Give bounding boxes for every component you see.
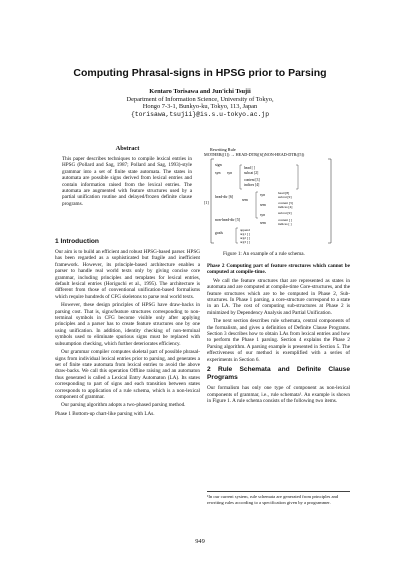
svg-text:content [ ]: content [ ] <box>278 218 292 222</box>
svg-text:subcat [9]: subcat [9] <box>278 211 292 215</box>
intro-column <box>55 238 200 419</box>
svg-text:subcat [2]: subcat [2] <box>244 171 259 175</box>
svg-text:head [8]: head [8] <box>278 191 290 195</box>
author-names: Kentaro Torisawa and Jun'ichi Tsujii <box>149 88 251 95</box>
rule-title: Rewriting Rule <box>210 147 236 152</box>
author-address: Hongo 7-3-1, Bunkyo-ku, Tokyo, 113, Japan <box>142 103 258 111</box>
svg-text:head-dtr [6]: head-dtr [6] <box>215 195 234 199</box>
svg-text:arg3 [ ]: arg3 [ ] <box>240 240 250 244</box>
svg-text:non-head-dtr [5]: non-head-dtr [5] <box>215 218 240 222</box>
figure-1-caption: Figure 1: An example of a rule schema. <box>223 251 305 257</box>
svg-text:[1]: [1] <box>204 200 209 205</box>
svg-text:subcat [9]: subcat [9] <box>278 195 292 199</box>
svg-text:sem: sem <box>260 221 266 225</box>
intro-paragraph-1: Our aim is to build an efficient and robust HPSG-based parser. HPSG has been regarded as a sophisticated but fragile and inefficient framework. However, its principle-based architecture enables a parser to handle real world texts only by giving concise core grammar, including principles and templates for lexical entries, default lexical entries (Horiguchi et al., 1995). The architecture is different from those of conventional unification-based formalisms which require hundreds of CFG skeletons to parse real world texts. <box>55 249 200 300</box>
svg-text:goals: goals <box>215 231 224 235</box>
right-column <box>207 263 350 406</box>
figure-1 <box>200 146 350 246</box>
phase-2-text: Phase 2 Computing part of feature structures which cannot be computed at compile-time. <box>207 263 350 276</box>
svg-text:indices [ ]: indices [ ] <box>278 222 292 226</box>
svg-text:arg1 [ ]: arg1 [ ] <box>240 232 250 236</box>
svg-text:content [3]: content [3] <box>278 201 293 205</box>
svg-text:syn: syn <box>260 193 265 197</box>
author-email: {torisawa,tsujii}@is.s.u-tokyo.ac.jp <box>130 110 270 118</box>
svg-text:content [3]: content [3] <box>244 178 260 182</box>
svg-text:syn: syn <box>215 170 221 175</box>
section-1-heading: 1 Introduction <box>55 238 99 245</box>
intro-paragraph-2: However, these design principles of HPSG have draw-backs in parsing cost. That is, signs/feature structures corresponding to non-terminal symbols in CFG become visible only after applying principles and a parser has to create feature structures one by one using unification. In addition, identity checking of non-terminal symbols used to eliminate spurious signs must be replaced with subsumption checking, which further deteriorates efficiency. <box>55 302 200 347</box>
rule-schema-avm <box>200 146 350 246</box>
svg-text:arg2 [ ]: arg2 [ ] <box>240 236 250 240</box>
svg-text:indices [4]: indices [4] <box>278 205 293 209</box>
abstract-text: This paper describes techniques to compile lexical entries in HPSG (Pollard and Sag, 1987; Pollard and Sag, 1993)-style grammar into a set of finite state automata. The states in automata are possible signs derived from lexical entries and contain information raised from the lexical entries. The automata are augmented with feature structures used by a partial unification routine and delayed/frozen definite clause programs. <box>62 156 192 207</box>
right-paragraph-2: The next section describes rule schemata, central components of the formalism, and gives a definition of Definite Clause Programs. Section 3 describes how to obtain LAs from lexical entries and how to perform the Phase 1 parsing. Section 4 explains the Phase 2 Parsing algorithm. A parsing example is presented in Section 5. The effectiveness of our method is exemplified with a series of experiments in Section 6. <box>207 318 350 363</box>
section-2-paragraph-1: Our formalism has only one type of component as non-lexical components of grammar, i.e., rule schemata¹. An example is shown in Figure 1. A rule schema consists of the following two items. <box>207 385 350 404</box>
svg-text:head [ ]: head [ ] <box>244 166 255 170</box>
intro-paragraph-3: Our grammar compiler computes skeletal part of possible phrasal-signs from individual lexical entries prior to parsing, and generates a set of finite state automata from lexical entries to avoid the above draw-backs. We call this operation Offline raising and an automaton thus generated is called a Lexical Entry Automaton (LA). Its states corresponding to part of signs and each transition between states corresponds to application of a rule schema, which is a non-lexical component of grammar. <box>55 349 200 400</box>
right-paragraph-1: We call the feature structures that are represented as states in automata and are computed at compile-time Core-structures, and the feature structures which are to be computed in Phase 2, Sub-structures. In Phase 1 parsing, a core-structure correspond to a state in an LA. The cost of computing sub-structures at Phase 2 is minimized by Dependency Analysis and Partial Unification. <box>207 277 350 316</box>
footnote: ¹In our current system, rule schemata are generated from principles and rewriting rules according to a specification given by a programmer. <box>207 491 350 505</box>
intro-phase-1: Phase 1 Bottom-up chart-like parsing with LAs. <box>55 410 155 417</box>
rule-formula: MOTHER([1]) → HEAD-DTR([6])NON-HEAD-DTR([5]) <box>204 152 305 157</box>
intro-paragraph-4: Our parsing algorithm adopts a two-phased parsing method. <box>61 402 186 409</box>
section-2-heading: 2 Rule Schemata and Definite Clause Programs <box>207 366 350 382</box>
page-number: 949 <box>195 538 205 545</box>
svg-text:syn: syn <box>227 171 232 175</box>
svg-text:indices [4]: indices [4] <box>244 183 260 187</box>
svg-text:sem: sem <box>260 203 266 207</box>
paper-title: Computing Phrasal-signs in HPSG prior to Parsing <box>73 67 327 79</box>
svg-text:sign: sign <box>215 162 222 167</box>
svg-text:append: append <box>240 228 250 232</box>
author-block <box>0 88 400 118</box>
author-affiliation: Department of Information Science, University of Tokyo, <box>126 95 274 103</box>
abstract-heading: Abstract <box>115 145 140 152</box>
svg-text:sem: sem <box>242 198 248 202</box>
svg-text:syn: syn <box>260 213 265 217</box>
